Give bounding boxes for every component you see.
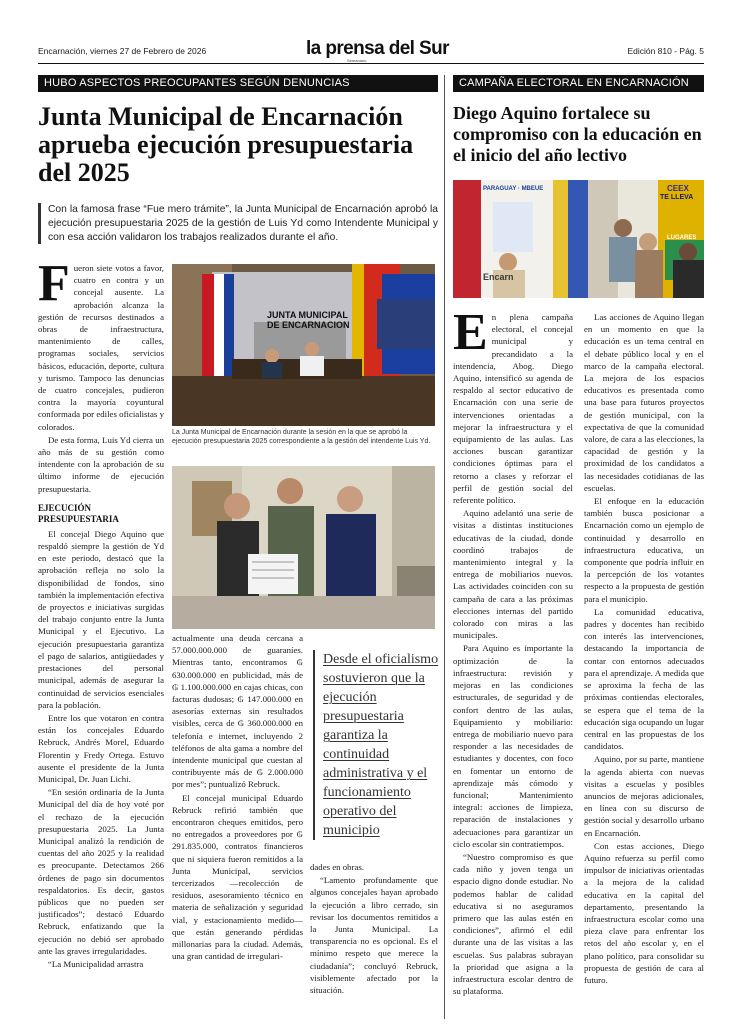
photo-poster3: LUGARES bbox=[667, 235, 697, 241]
issue-date: Encarnación, viernes 27 de Febrero de 2026 bbox=[38, 46, 207, 56]
right-dropcap: E bbox=[453, 311, 488, 361]
left-lead: Con la famosa frase “Fue mero trámite”, la Junta Municipal de Encarnación aprobó la ejecución presupuestaria 2025 de la gestión de Luis Yd como Intendente Municipal y con esa acción validaron los trabajos realizados durante el año. bbox=[38, 203, 438, 244]
photo-poster2: TE LLEVA bbox=[660, 194, 694, 201]
photo-sign: JUNTA MUNICIPAL DE ENCARNACION bbox=[267, 310, 350, 330]
photo-city-text: Encarn bbox=[483, 272, 514, 282]
left-subhead: EJECUCIÓN PRESUPUESTARIA bbox=[38, 502, 119, 525]
photo1-caption: La Junta Municipal de Encarnación durante la sesión en la que se aprobó la ejecución presupuestaria 2025 correspondiente a la gestión del intendente Luis Yd. bbox=[172, 429, 431, 445]
pull-quote: Desde el oficialismo sostuvieron que la ejecución presupuestaria garantiza la continuidad administrativa y el funcionamiento operativo del municipio bbox=[313, 650, 441, 840]
photo-junta-session bbox=[172, 264, 435, 426]
logo-subtitle: Semanario bbox=[347, 58, 367, 63]
photo-aquino-school bbox=[453, 180, 704, 298]
column-divider bbox=[444, 75, 445, 1019]
right-kicker: CAMPAÑA ELECTORAL EN ENCARNACIÓN bbox=[453, 75, 704, 92]
right-headline: Diego Aquino fortalece su compromiso con la educación en el inicio del año lectivo bbox=[453, 103, 702, 165]
page-header bbox=[38, 40, 704, 64]
newspaper-logo: la prensa del Sur bbox=[306, 38, 449, 59]
photo-poster1: CEEX bbox=[667, 184, 689, 193]
left-article-col2: actualmente una deuda cercana a 57.000.000.000 de guaraníes. Mientras tanto, encontramos ₲ 630.000.000 en publicidad, más de ₲ 1.100.000.000 en cajas chicas, con facturas dudosas; ₲ 147.000.000 en asesorías externas sin resultados visibles, cerca de ₲ 360.000.000 en telefonía e internet, incluyendo 2 teléfonos de alta gama a nombre del intendente municipal que cuestan al contribuyente más de ₲ 2.000.000 por mes”; puntualizó Rebruck. El concejal municipal Eduardo Rebruck refirió también que encontraron cheques emitidos, pero no entregados a proveedores por ₲ 291.835.000, contratos financieros que ni siquiera fueron remitidos a la Junta Municipal, servicios tercerizados —recolección de residuos, asesoramiento técnico en materia de señalización y seguridad vial, y estacionamiento medido— que están generando pérdidas millonarias para la ciudad. Además, una gran cantidad de irregulari- bbox=[172, 633, 303, 962]
photo-banner-text: PARAGUAY · MBEUE bbox=[483, 186, 544, 192]
left-article-col1: Fueron siete votos a favor, cuatro en contra y un concejal ausente. La aprobación alcanza la gestión de recursos destinados a obras de infraestructura, mantenimiento de calles, programas sociales, servicios básicos, educación, deporte, cultura y turismo. Tampoco las denuncias de cuatro concejales, pudieron contra la mayoría coyuntural conformada por ediles oficialistas y colorados. De esta forma, Luis Yd cierra un año más de su gestión como intendente con la aprobación de su último informe de ejecución presupuestaria. EJECUCIÓN PRESUPUESTARIA El concejal Diego Aquino que respaldó siempre la gestión de Yd en este periodo, destacó que la aprobación refleja no solo la disponibilidad de fondos, sino también la implementación efectiva de proyectos e iniciativas surgidas del trabajo conjunto entre la Junta Municipal y el Ejecutivo. La ejecución presupuestaria garantiza el pago de salarios, antigüedades y prestaciones del personal municipal, además de asegurar la continuidad de servicios esenciales para la población. Entre los que votaron en contra están los concejales Eduardo Rebruck, Andrés Morel, Eduardo Florentin y Fredy Ortega. Estuvo ausente el presidente de la Junta Municipal, Dr. Juan Lichi. “En sesión ordinaria de la Junta Municipal del día de hoy voté por el rechazo de la ejecución presupuestaria 2025. La Junta Municipal analizó la rendición de cuentas del año 2025 y la realidad es preocupante. Detectamos 266 órdenes de pago sin documentos respaldatorios. Es decir, gastos públicos que no pueden ser justificados”; destacó Eduardo Rebruck, enfatizando que la ejecución no debió ser aprobado ante las graves irregularidades. “La Municipalidad arrastra bbox=[38, 262, 164, 969]
left-kicker: HUBO ASPECTOS PREOCUPANTES SEGÚN DENUNCIAS bbox=[38, 75, 438, 92]
right-article-col2: Las acciones de Aquino llegan en un momento en que la educación es un tema central en el debate público local y en el marco de la campaña electoral. La mejora de los espacios educativos es presentada como una base para futuros proyectos de gestión municipal, con la expectativa de que la comunidad valore, de cara a las elecciones, la capacidad de gestión y la proximidad de los candidatos a las necesidades cotidianas de las escuelas. El enfoque en la educación también busca posicionar a Encarnación como un ejemplo de continuidad y desarrollo en infraestructura educativa, un componente que podría influir en la percepción de los votantes respecto a la propuesta de gestión para el municipio. La comunidad educativa, padres y docentes han recibido con interés las intervenciones, destacando la importancia de contar con entornos adecuados para el aprendizaje. A medida que se aproxima la fecha de las próximas contiendas electorales, se espera que el tema de la educación siga ocupando un lugar central en las propuestas de los candidatos. Aquino, por su parte, mantiene la agenda abierta con nuevas visitas a escuelas y posibles anuncios de mejoras adicionales, en línea con su discurso de gestión social y desarrollo urbano en Encarnación. Con estas acciones, Diego Aquino refuerza su perfil como impulsor de iniciativas orientadas a la mejora de la calidad educativa en la capital del departamento, presentando la infraestructura escolar como una pieza clave para enfrentar los retos del año escolar y, en el plano político, para consolidar su propuesta de gestión de cara al futuro. bbox=[584, 312, 704, 985]
photo-three-concejales bbox=[172, 466, 435, 629]
right-article-col1: En plena campaña electoral, el concejal municipal y precandidato a la intendencia, Abog. Diego Aquino, intensificó su agenda de respaldo al sector educativo de Encarnación con una serie de intervenciones orientadas a mejorar la infraestructura y el equipamiento de las aulas. Las acciones buscan garantizar condiciones óptimas para el retorno a clases y reforzar el perfil de gestión social del referente político. Aquino adelantó una serie de visitas a distintas instituciones educativas de la ciudad, donde coordinó trabajos de mantenimiento integral y la entrega de mobiliarios nuevos. Las actividades coinciden con su campaña de cara a las próximas elecciones internas del partido colorado con miras a las municipales. Para Aquino es importante la optimización de la infraestructura: revisión y mejoras en las condiciones estructurales, de seguridad y de confort dentro de las aulas, Equipamiento y mobiliario: entrega de mobiliario nuevo para responder a las necesidades de estudiantes y docentes, con foco en fomentar un entorno de aprendizaje más cómodo y funcional; Mantenimiento integral: acciones de limpieza, reparación de instalaciones y adecuaciones para garantizar un ciclo escolar sin contratiempos. “Nuestro compromiso es que cada niño y joven tenga un espacio digno donde estudiar. No podemos hablar de calidad educativa si no aseguramos primero que las aulas estén en condiciones”, afirmó el edil durante una de las visitas a las escuelas. Sus palabras subrayan la prioridad que asigna a la infraestructura escolar dentro de su plataforma. bbox=[453, 311, 573, 997]
left-headline: Junta Municipal de Encarnación aprueba ejecución presupuestaria del 2025 bbox=[38, 102, 414, 187]
left-dropcap: F bbox=[38, 262, 70, 312]
left-article-col3: dades en obras. “Lamento profundamente que algunos concejales hayan aprobado la ejecución a libro cerrado, sin revisar los documentos remitidos a la Junta Municipal. La transparencia no es opcional. Es el mínimo respeto que merece la ciudadanía”; concluyó Rebruck, visiblemente afectado por la situación. bbox=[310, 862, 438, 996]
edition-page: Edición 810 - Pág. 5 bbox=[627, 46, 704, 56]
